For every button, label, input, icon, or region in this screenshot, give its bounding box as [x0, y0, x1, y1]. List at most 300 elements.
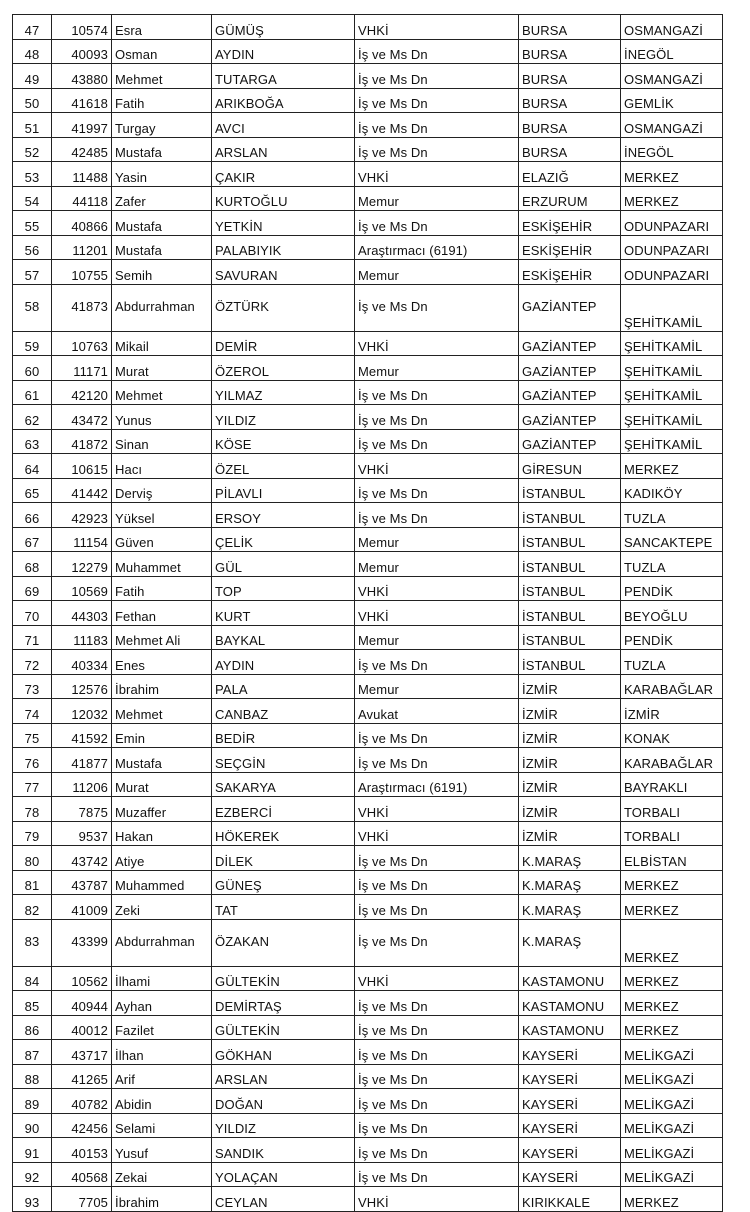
title-cell: İş ve Ms Dn	[355, 478, 519, 503]
title-cell: İş ve Ms Dn	[355, 991, 519, 1016]
registry-number-cell: 10562	[52, 966, 112, 991]
first-name-cell: Semih	[112, 260, 212, 285]
title-cell: İş ve Ms Dn	[355, 88, 519, 113]
title-cell: İş ve Ms Dn	[355, 137, 519, 162]
district-cell: OSMANGAZİ	[621, 64, 723, 89]
registry-number-cell: 41009	[52, 895, 112, 920]
province-cell: İZMİR	[519, 821, 621, 846]
registry-number-cell: 41442	[52, 478, 112, 503]
first-name-cell: Muhammet	[112, 552, 212, 577]
first-name-cell: Fazilet	[112, 1015, 212, 1040]
table-row	[13, 162, 723, 187]
province-cell: ERZURUM	[519, 186, 621, 211]
surname-cell: SANDIK	[212, 1138, 355, 1163]
title-cell: İş ve Ms Dn	[355, 1113, 519, 1138]
district-cell: ŞEHİTKAMİL	[621, 356, 723, 381]
table-row	[13, 601, 723, 626]
province-cell: KAYSERİ	[519, 1138, 621, 1163]
first-name-cell: İbrahim	[112, 674, 212, 699]
district-cell: TORBALI	[621, 797, 723, 822]
row-number-cell: 81	[13, 870, 52, 895]
surname-cell: DOĞAN	[212, 1089, 355, 1114]
district-cell: MELİKGAZİ	[621, 1138, 723, 1163]
surname-cell: SEÇGİN	[212, 748, 355, 773]
surname-cell: BAYKAL	[212, 625, 355, 650]
row-number-cell: 69	[13, 576, 52, 601]
first-name-cell: Mehmet	[112, 699, 212, 724]
district-cell: İZMİR	[621, 699, 723, 724]
title-cell: İş ve Ms Dn	[355, 895, 519, 920]
registry-number-cell: 43880	[52, 64, 112, 89]
province-cell: BURSA	[519, 15, 621, 40]
first-name-cell: Yunus	[112, 405, 212, 430]
title-cell: VHKİ	[355, 1187, 519, 1212]
row-number-cell: 50	[13, 88, 52, 113]
province-cell: KASTAMONU	[519, 1015, 621, 1040]
row-number-cell: 82	[13, 895, 52, 920]
province-cell: KASTAMONU	[519, 966, 621, 991]
registry-number-cell: 10615	[52, 454, 112, 479]
table-row	[13, 527, 723, 552]
registry-number-cell: 11488	[52, 162, 112, 187]
district-cell: MERKEZ	[621, 1015, 723, 1040]
first-name-cell: İbrahim	[112, 1187, 212, 1212]
title-cell: İş ve Ms Dn	[355, 211, 519, 236]
table-row	[13, 1040, 723, 1065]
surname-cell: GÜLTEKİN	[212, 966, 355, 991]
title-cell: İş ve Ms Dn	[355, 1064, 519, 1089]
first-name-cell: Murat	[112, 772, 212, 797]
title-cell: İş ve Ms Dn	[355, 1138, 519, 1163]
row-number-cell: 65	[13, 478, 52, 503]
surname-cell: TOP	[212, 576, 355, 601]
row-number-cell: 70	[13, 601, 52, 626]
table-row	[13, 235, 723, 260]
title-cell: İş ve Ms Dn	[355, 113, 519, 138]
title-cell: İş ve Ms Dn	[355, 284, 519, 331]
row-number-cell: 72	[13, 650, 52, 675]
surname-cell: KURT	[212, 601, 355, 626]
surname-cell: ÇAKIR	[212, 162, 355, 187]
row-number-cell: 47	[13, 15, 52, 40]
table-row	[13, 870, 723, 895]
district-cell: MELİKGAZİ	[621, 1089, 723, 1114]
row-number-cell: 90	[13, 1113, 52, 1138]
table-row	[13, 1138, 723, 1163]
row-number-cell: 86	[13, 1015, 52, 1040]
row-number-cell: 85	[13, 991, 52, 1016]
title-cell: İş ve Ms Dn	[355, 1089, 519, 1114]
registry-number-cell: 40782	[52, 1089, 112, 1114]
table-row	[13, 895, 723, 920]
province-cell: BURSA	[519, 88, 621, 113]
registry-number-cell: 7875	[52, 797, 112, 822]
title-cell: Memur	[355, 625, 519, 650]
first-name-cell: Ayhan	[112, 991, 212, 1016]
surname-cell: ÇELİK	[212, 527, 355, 552]
district-cell: TUZLA	[621, 503, 723, 528]
province-cell: KAYSERİ	[519, 1064, 621, 1089]
district-cell: ŞEHİTKAMİL	[621, 429, 723, 454]
province-cell: ESKİŞEHİR	[519, 235, 621, 260]
first-name-cell: Fethan	[112, 601, 212, 626]
table-row	[13, 674, 723, 699]
first-name-cell: Murat	[112, 356, 212, 381]
row-number-cell: 74	[13, 699, 52, 724]
title-cell: İş ve Ms Dn	[355, 503, 519, 528]
surname-cell: ÖZTÜRK	[212, 284, 355, 331]
table-row	[13, 1162, 723, 1187]
row-number-cell: 73	[13, 674, 52, 699]
title-cell: İş ve Ms Dn	[355, 39, 519, 64]
province-cell: İSTANBUL	[519, 650, 621, 675]
row-number-cell: 54	[13, 186, 52, 211]
title-cell: İş ve Ms Dn	[355, 1162, 519, 1187]
row-number-cell: 58	[13, 284, 52, 331]
title-cell: İş ve Ms Dn	[355, 870, 519, 895]
surname-cell: GÜNEŞ	[212, 870, 355, 895]
district-cell: ŞEHİTKAMİL	[621, 284, 723, 331]
surname-cell: CANBAZ	[212, 699, 355, 724]
first-name-cell: Sinan	[112, 429, 212, 454]
district-cell: MERKEZ	[621, 186, 723, 211]
title-cell: Memur	[355, 260, 519, 285]
province-cell: İSTANBUL	[519, 527, 621, 552]
surname-cell: SAVURAN	[212, 260, 355, 285]
first-name-cell: İlhami	[112, 966, 212, 991]
district-cell: OSMANGAZİ	[621, 113, 723, 138]
province-cell: GAZİANTEP	[519, 284, 621, 331]
title-cell: İş ve Ms Dn	[355, 723, 519, 748]
province-cell: BURSA	[519, 39, 621, 64]
row-number-cell: 78	[13, 797, 52, 822]
table-row	[13, 1064, 723, 1089]
first-name-cell: Yusuf	[112, 1138, 212, 1163]
first-name-cell: İlhan	[112, 1040, 212, 1065]
row-number-cell: 87	[13, 1040, 52, 1065]
registry-number-cell: 42485	[52, 137, 112, 162]
province-cell: K.MARAŞ	[519, 895, 621, 920]
first-name-cell: Güven	[112, 527, 212, 552]
district-cell: ODUNPAZARI	[621, 235, 723, 260]
district-cell: İNEGÖL	[621, 39, 723, 64]
table-row	[13, 650, 723, 675]
surname-cell: BEDİR	[212, 723, 355, 748]
district-cell: OSMANGAZİ	[621, 15, 723, 40]
row-number-cell: 53	[13, 162, 52, 187]
table-row	[13, 846, 723, 871]
district-cell: SANCAKTEPE	[621, 527, 723, 552]
province-cell: BURSA	[519, 137, 621, 162]
table-row	[13, 1089, 723, 1114]
first-name-cell: Fatih	[112, 576, 212, 601]
row-number-cell: 76	[13, 748, 52, 773]
surname-cell: KURTOĞLU	[212, 186, 355, 211]
registry-number-cell: 43399	[52, 919, 112, 966]
surname-cell: YILMAZ	[212, 380, 355, 405]
province-cell: İZMİR	[519, 748, 621, 773]
first-name-cell: Yasin	[112, 162, 212, 187]
title-cell: Avukat	[355, 699, 519, 724]
title-cell: VHKİ	[355, 966, 519, 991]
table-row	[13, 478, 723, 503]
first-name-cell: Mustafa	[112, 235, 212, 260]
surname-cell: ERSOY	[212, 503, 355, 528]
province-cell: BURSA	[519, 64, 621, 89]
personnel-table	[12, 14, 723, 1212]
table-row	[13, 991, 723, 1016]
first-name-cell: Mustafa	[112, 137, 212, 162]
first-name-cell: Atiye	[112, 846, 212, 871]
surname-cell: ARSLAN	[212, 137, 355, 162]
surname-cell: GÖKHAN	[212, 1040, 355, 1065]
table-row	[13, 260, 723, 285]
registry-number-cell: 41997	[52, 113, 112, 138]
title-cell: VHKİ	[355, 331, 519, 356]
province-cell: GAZİANTEP	[519, 380, 621, 405]
first-name-cell: Selami	[112, 1113, 212, 1138]
title-cell: VHKİ	[355, 162, 519, 187]
surname-cell: YOLAÇAN	[212, 1162, 355, 1187]
row-number-cell: 93	[13, 1187, 52, 1212]
surname-cell: AVCI	[212, 113, 355, 138]
table-row	[13, 576, 723, 601]
surname-cell: ÖZEL	[212, 454, 355, 479]
province-cell: İSTANBUL	[519, 503, 621, 528]
registry-number-cell: 41873	[52, 284, 112, 331]
row-number-cell: 64	[13, 454, 52, 479]
province-cell: K.MARAŞ	[519, 846, 621, 871]
row-number-cell: 61	[13, 380, 52, 405]
province-cell: K.MARAŞ	[519, 870, 621, 895]
district-cell: GEMLİK	[621, 88, 723, 113]
registry-number-cell: 42456	[52, 1113, 112, 1138]
row-number-cell: 63	[13, 429, 52, 454]
registry-number-cell: 40944	[52, 991, 112, 1016]
registry-number-cell: 40012	[52, 1015, 112, 1040]
surname-cell: SAKARYA	[212, 772, 355, 797]
surname-cell: ARSLAN	[212, 1064, 355, 1089]
surname-cell: DEMİRTAŞ	[212, 991, 355, 1016]
registry-number-cell: 41877	[52, 748, 112, 773]
title-cell: İş ve Ms Dn	[355, 429, 519, 454]
title-cell: Memur	[355, 527, 519, 552]
registry-number-cell: 12279	[52, 552, 112, 577]
row-number-cell: 49	[13, 64, 52, 89]
row-number-cell: 51	[13, 113, 52, 138]
province-cell: KAYSERİ	[519, 1162, 621, 1187]
title-cell: Memur	[355, 674, 519, 699]
district-cell: KARABAĞLAR	[621, 748, 723, 773]
surname-cell: ÖZAKAN	[212, 919, 355, 966]
table-row	[13, 625, 723, 650]
registry-number-cell: 41618	[52, 88, 112, 113]
row-number-cell: 91	[13, 1138, 52, 1163]
surname-cell: PALABIYIK	[212, 235, 355, 260]
district-cell: TUZLA	[621, 552, 723, 577]
first-name-cell: Zekai	[112, 1162, 212, 1187]
table-row	[13, 186, 723, 211]
registry-number-cell: 10755	[52, 260, 112, 285]
province-cell: KAYSERİ	[519, 1113, 621, 1138]
district-cell: MERKEZ	[621, 991, 723, 1016]
table-row	[13, 1015, 723, 1040]
surname-cell: PALA	[212, 674, 355, 699]
table-row	[13, 113, 723, 138]
surname-cell: GÜL	[212, 552, 355, 577]
surname-cell: HÖKEREK	[212, 821, 355, 846]
registry-number-cell: 10574	[52, 15, 112, 40]
district-cell: BAYRAKLI	[621, 772, 723, 797]
district-cell: MERKEZ	[621, 895, 723, 920]
surname-cell: DİLEK	[212, 846, 355, 871]
table-row	[13, 15, 723, 40]
row-number-cell: 57	[13, 260, 52, 285]
title-cell: İş ve Ms Dn	[355, 1040, 519, 1065]
registry-number-cell: 10569	[52, 576, 112, 601]
table-row	[13, 821, 723, 846]
row-number-cell: 56	[13, 235, 52, 260]
registry-number-cell: 41592	[52, 723, 112, 748]
district-cell: BEYOĞLU	[621, 601, 723, 626]
district-cell: MERKEZ	[621, 454, 723, 479]
district-cell: ŞEHİTKAMİL	[621, 380, 723, 405]
row-number-cell: 60	[13, 356, 52, 381]
registry-number-cell: 40153	[52, 1138, 112, 1163]
district-cell: ŞEHİTKAMİL	[621, 331, 723, 356]
registry-number-cell: 7705	[52, 1187, 112, 1212]
title-cell: VHKİ	[355, 454, 519, 479]
surname-cell: ARIKBOĞA	[212, 88, 355, 113]
surname-cell: AYDIN	[212, 650, 355, 675]
province-cell: GİRESUN	[519, 454, 621, 479]
registry-number-cell: 10763	[52, 331, 112, 356]
title-cell: Araştırmacı (6191)	[355, 772, 519, 797]
registry-number-cell: 12576	[52, 674, 112, 699]
table-row	[13, 429, 723, 454]
row-number-cell: 83	[13, 919, 52, 966]
row-number-cell: 84	[13, 966, 52, 991]
registry-number-cell: 11183	[52, 625, 112, 650]
district-cell: KADIKÖY	[621, 478, 723, 503]
province-cell: İSTANBUL	[519, 601, 621, 626]
table-row	[13, 405, 723, 430]
district-cell: TUZLA	[621, 650, 723, 675]
table-body	[13, 15, 723, 1212]
province-cell: İZMİR	[519, 699, 621, 724]
district-cell: KONAK	[621, 723, 723, 748]
first-name-cell: Mehmet Ali	[112, 625, 212, 650]
province-cell: İZMİR	[519, 723, 621, 748]
row-number-cell: 71	[13, 625, 52, 650]
registry-number-cell: 42120	[52, 380, 112, 405]
table-row	[13, 64, 723, 89]
surname-cell: TAT	[212, 895, 355, 920]
surname-cell: YETKİN	[212, 211, 355, 236]
first-name-cell: Muzaffer	[112, 797, 212, 822]
surname-cell: TUTARGA	[212, 64, 355, 89]
first-name-cell: Enes	[112, 650, 212, 675]
table-row	[13, 797, 723, 822]
row-number-cell: 48	[13, 39, 52, 64]
row-number-cell: 89	[13, 1089, 52, 1114]
table-row	[13, 1187, 723, 1212]
first-name-cell: Esra	[112, 15, 212, 40]
district-cell: MERKEZ	[621, 919, 723, 966]
table-row	[13, 88, 723, 113]
surname-cell: KÖSE	[212, 429, 355, 454]
district-cell: MERKEZ	[621, 1187, 723, 1212]
table-row	[13, 748, 723, 773]
row-number-cell: 75	[13, 723, 52, 748]
title-cell: İş ve Ms Dn	[355, 405, 519, 430]
province-cell: İSTANBUL	[519, 478, 621, 503]
first-name-cell: Abdurrahman	[112, 919, 212, 966]
table-row	[13, 503, 723, 528]
first-name-cell: Mustafa	[112, 748, 212, 773]
district-cell: MELİKGAZİ	[621, 1040, 723, 1065]
first-name-cell: Arif	[112, 1064, 212, 1089]
registry-number-cell: 40866	[52, 211, 112, 236]
district-cell: ODUNPAZARI	[621, 260, 723, 285]
table-row	[13, 966, 723, 991]
first-name-cell: Emin	[112, 723, 212, 748]
registry-number-cell: 42923	[52, 503, 112, 528]
table-row	[13, 723, 723, 748]
first-name-cell: Hacı	[112, 454, 212, 479]
row-number-cell: 62	[13, 405, 52, 430]
title-cell: İş ve Ms Dn	[355, 380, 519, 405]
registry-number-cell: 9537	[52, 821, 112, 846]
province-cell: BURSA	[519, 113, 621, 138]
registry-number-cell: 41872	[52, 429, 112, 454]
province-cell: İSTANBUL	[519, 552, 621, 577]
registry-number-cell: 44118	[52, 186, 112, 211]
province-cell: İZMİR	[519, 797, 621, 822]
registry-number-cell: 41265	[52, 1064, 112, 1089]
province-cell: KAYSERİ	[519, 1089, 621, 1114]
title-cell: Memur	[355, 552, 519, 577]
row-number-cell: 67	[13, 527, 52, 552]
title-cell: İş ve Ms Dn	[355, 846, 519, 871]
title-cell: VHKİ	[355, 797, 519, 822]
table-row	[13, 39, 723, 64]
registry-number-cell: 12032	[52, 699, 112, 724]
surname-cell: EZBERCİ	[212, 797, 355, 822]
first-name-cell: Zafer	[112, 186, 212, 211]
first-name-cell: Osman	[112, 39, 212, 64]
row-number-cell: 59	[13, 331, 52, 356]
row-number-cell: 92	[13, 1162, 52, 1187]
table-row	[13, 331, 723, 356]
first-name-cell: Hakan	[112, 821, 212, 846]
table-row	[13, 284, 723, 331]
table-row	[13, 772, 723, 797]
row-number-cell: 66	[13, 503, 52, 528]
title-cell: Memur	[355, 356, 519, 381]
first-name-cell: Abdurrahman	[112, 284, 212, 331]
row-number-cell: 79	[13, 821, 52, 846]
title-cell: VHKİ	[355, 576, 519, 601]
registry-number-cell: 40334	[52, 650, 112, 675]
table-row	[13, 552, 723, 577]
surname-cell: YILDIZ	[212, 1113, 355, 1138]
first-name-cell: Yüksel	[112, 503, 212, 528]
title-cell: VHKİ	[355, 601, 519, 626]
table-row	[13, 137, 723, 162]
surname-cell: GÜMÜŞ	[212, 15, 355, 40]
province-cell: KIRIKKALE	[519, 1187, 621, 1212]
